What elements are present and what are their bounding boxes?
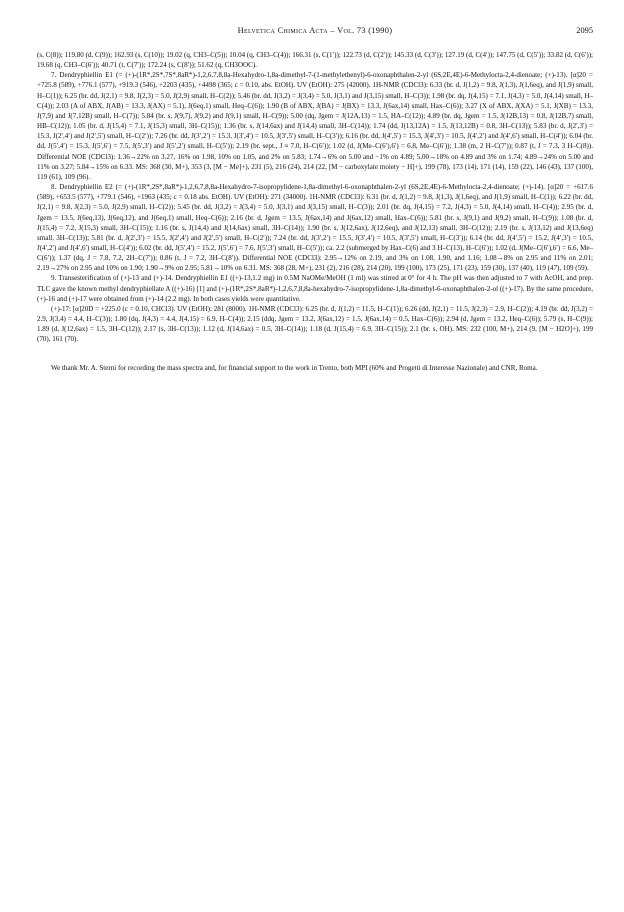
paragraph-nmr-continuation: (s, C(8)); 119.80 (d, C(9)); 162.93 (s, C(10)); 19.02 (q, CH3–C(5)); 10.04 (q, CH3–C(4)); 166.31 (s, C(1′)); 122.73 (d, C(2′)); 145.33 (d, C(3′)); 127.19 (d, C(4′)); 147.75 (d, C(5′)); 33.82 (d, C(6′)); 19.68 (q, CH3–C(6′)); 40.71 (t, C(7′)); 172.24 (s, C(8′)); 51.62 (q, CH3OOC). <box>37 51 593 70</box>
article-body <box>37 50 593 373</box>
journal-page <box>37 26 593 373</box>
paragraph-compound-17: (+)-17: [α]20D = +225.0 (c = 0.10, CHCl3). UV (EtOH): 281 (8000). 1H-NMR (CDCl3): 6.25 (br. d, J(1,2) = 11.5, H–C(1)); 6.26 (dd, J(2,1) = 11.5, J(2,3) = 2.9, H–C(2)); 4.19 (br. dd, J(3,2) = 2.9, J(3,4) = 4.4, H–C(3)); 1.80 (dq, J(4,3) = 4.4, J(4,15) = 6.9, H–C(4)); 2.15 (ddq, Jgem = 13.2, J(6ax,12) = 1.5, J(6ax,14) = 0.5, Hax–C(6)); 2.94 (d, Jgem = 13.2, Heq–C(6)); 5.79 (s, H–C(9)); 1.89 (d, J(12,6ax) = 1.5, 3H–C(12)); 2.17 (s, 3H–C(13)); 1.12 (d, J(14,6ax) = 0.5, 3H–C(14)); 1.18 (d, J(15,4) = 6.9, 3H–C(15)); 2.1 (br. s, OH). MS: 232 (100, M+), 214 (9, [M − H2O]+), 199 (70), 161 (70). <box>37 304 593 344</box>
journal-title: Helvetica Chimica Acta – Vol. 73 (1990) <box>237 26 393 35</box>
page-number: 2095 <box>576 26 593 35</box>
paragraph-dendryphiellin-e2: 8. Dendryphiellin E2 (= (+)-(1R*,2S*,8aR*)-1,2,6,7,8,8a-Hexahydro-7-isopropylidene-1,8a-dimethyl-6-oxonaphthalen-2-yl (6S,2E,4E)-6-Methylocta-2,4-dienoate; (+)-14). [α]20 = +617.6 (589), +653.5 (577), +779.1 (546), +1963 (435; c = 0.18 abs. EtOH). UV (EtOH): 271 (34000). 1H-NMR (CDCl3): 6.31 (br. d, J(1,2) = 9.8, J(1,3), J(1,6eq), and J(1,9) small, H–C(1)); 6.22 (br. dd, J(2,1) = 9.8, J(2,3) = 5.0, J(2,9) small, H–C(2)); 5.45 (br. dd, J(3,2) = J(3,4) = 5.0, J(3,1) and J(3,15) small, H–C(3)); 2.01 (br. dq, J(4,15) = 7.2, J(4,3) = 5.0, J(4,14) small, H–C(4)); 2.95 (br. d, Jgem = 13.5, J(6eq,13), J(6eq,12), and J(6eq,1) small, Heq–C(6)); 2.16 (br. d, Jgem = 13.5, J(6ax,14) and J(6ax,12) small, Hax–C(6)); 5.81 (br. s, J(9,1) and J(9,2) small, H–C(9)); 1.08 (br. d, J(15,4) = 7.2, J(15,3) small, 3H–C(15)); 1.16 (br. s, J(14,4) and J(14,6ax) small, 3H–C(14)); 1.90 (br. s, J(12,6ax), J(12,6eq), and J(12,13) small, 3H–C(12)); 2.19 (br. s, J(13,12) and J(13,6eq) small, 3H–C(13)); 5.81 (br. d, J(2′,3′) = 15.5, J(2′,4′) and J(2′,5′) small, H–C(2′)); 7.24 (br. dd, J(3′,2′) = 15.5, J(3′,4′) = 10.5, J(3′,5′) small, H–C(3′)); 6.14 (br. dd, J(4′,5′) = 15.2, J(4′,3′) = 10.5, J(4′,2′) and J(4′,6′) small, H–C(4′)); 6.02 (br. dd, J(5′,4′) = 15.2, J(5′,6′) = 7.6, J(5′,3′) small, H–C(5′)); ca. 2.2 (submerged by Hax–C(6) and 3 H–C(13), H–C(6′)); 1.02 (d, J(Me–C(6′),6′) = 6.6, Me–C(6′)); 1.37 (dq, J = 7.8, 7.2, 2H–C(7′)); 0.86 (t, J = 7.2, 3H–C(8′)). Differential NOE (CDCl3): 2.95→12% on 2.19, and 3% on 1.08, 1.90, and 1.16; 1.08→8% on 2.95 and 11% on 2.01; 2.19→27% on 2.95 and 10% on 1.90; 1.90→9% on 2.95; 5.81→10% on 6.31. MS: 368 (28, M+), 231 (2), 216 (28), 214 (20), 199 (100), 173 (25), 171 (23), 159 (30), 137 (40), 119 (47), 109 (59). <box>37 183 593 273</box>
paragraph-dendryphiellin-e1: 7. Dendryphiellin E1 (= (+)-(1R*,2S*,7S*,8aR*)-1,2,6,7,8,8a-Hexahydro-1,8a-dimethyl-7-(1-methylethenyl)-6-oxonaphthalen-2-yl (6S,2E,4E)-6-Methylocta-2,4-dienoate; (+)-13). [α]20 = +725.8 (589), +776.1 (577), +919.3 (546), +2203 (435), +4498 (365; c = 0.10, abs. EtOH). UV (EtOH): 275 (42000). 1H-NMR (CDCl3): 6.33 (br. d, J(1,2) = 9.8, J(1,3), J(1,6eq), and J(1,9) small, H–C(1)); 6.25 (br. dd, J(2,1) = 9.8, J(2,3) = 5.0, J(2,9) small, H–C(2)); 5.46 (br. dd, J(3,2) = J(3,4) = 5.0, J(3,1) and J(3,15) small, H–C(3)); 1.98 (br. dq, J(4,15) = 7.1, J(4,3) = 5.0, J(4,14) small, H–C(4)); 2.03 (A of ABX, J(AB) = 13.3, J(AX) = 5.1), J(6eq,1) small, Heq–C(6)); 1.90 (B of ABX, J(BA) = J(BX) = 13.3, J(6ax,14) small, Hax–C(6)); 3.27 (X of ABX, J(XA) = 5.1, J(XB) = 13.3, J(7,9) and J(7,12B) small, H–C(7)); 5.84 (br. s, J(9,7), J(9,2) and J(9,1) small, H–C(9)); 5.00 (dq, Jgem = J(12A,13) = 1.5, HA–C(12)); 4.89 (br. dq, Jgem = 1.5, J(12B,13) = 0.8, J(12B,7) small, HB–C(12)); 1.05 (br. d, J(15,4) = 7.1, J(15,3) small, 3H–C(15)); 1.36 (br. s, J(14,6ax) and J(14,4) small, 3H–C(14)); 1.74 (dd, J(13,12A) = 1.5, J(13,12B) = 0.8, 3H–C(13)); 5.83 (br. d, J(2′,3′) = 15.3, J(2′,4′) and J(2′,5′) small, H–C(2′)); 7.26 (br. dd, J(3′,2′) = 15.3, J(3′,4′) = 10.5, J(3′,5′) small, H–C(3′)); 6.16 (br. dd, J(4′,5′) = 15.3, J(4′,3′) = 10.5, J(4′,2′) and J(4′,6′) small, H–C(4′)); 6.04 (br. dd, J(5′,4′) = 15.3, J(5′,6′) = 7.5, J(5′,3′) and J(5′,2′) small, H–C(5′)); 2.19 (br. sept., J ≈ 7.0, H–C(6′)); 1.02 (d, J(Me–C(6′),6′) = 6.8, Me–C(6′)); 1.38 (m, 2 H–C(7′)); 0.87 (t, J = 7.3, 3 H–C(8)). Differential NOE (CDCl3): 1.36→22% on 3.27, 16% on 1.98, 10% on 1.05, and 2% on 5.83; 1.74→6% on 5.00 and −1% on 4.89; 5.00→18% on 4.89 and 3% on 1.74; 4.89→24% on 5.00 and 11% on 3.27; 5.84→15% on 6.33. MS: 368 (30, M+), 353 (3, [M − Me]+), 231 (5), 216 (24), 214 (22, [M − carboxylate moiety − H]+), 199 (78), 173 (14), 171 (14), 159 (22), 146 (43), 137 (100), 119 (61), 109 (96). <box>37 71 593 181</box>
running-header <box>37 26 593 40</box>
acknowledgements: We thank Mr. A. Sterni for recording the mass spectra and, for financial support to the work in Trento, both MPI (60% and Progetti di Interesse Nazionale) and CNR, Roma. <box>51 363 538 372</box>
paragraph-transesterification: 9. Transesterification of (+)-13 and (+)-14. Dendryphiellin E1 ((+)-13,1.2 mg) in 0.5M NaOMe/MeOH (1 ml) was stirred at 0° for 4 h. The pH was then adjusted to 7 with AcOH, and prep. TLC gave the known methyl dendryphiellate A ((+)-16) [1] and (+)-(1R*,2S*,8aR*)-1,2,6,7,8,8a-hexahydro-7-isopropylidene-1,8a-dimethyl-6-oxonaphthalen-2-ol ((+)-17). By the same procedure, (+)-16 and (+)-17 were obtained from (+)-14 (2.2 mg). In both cases yields were quantitative. <box>37 274 593 303</box>
